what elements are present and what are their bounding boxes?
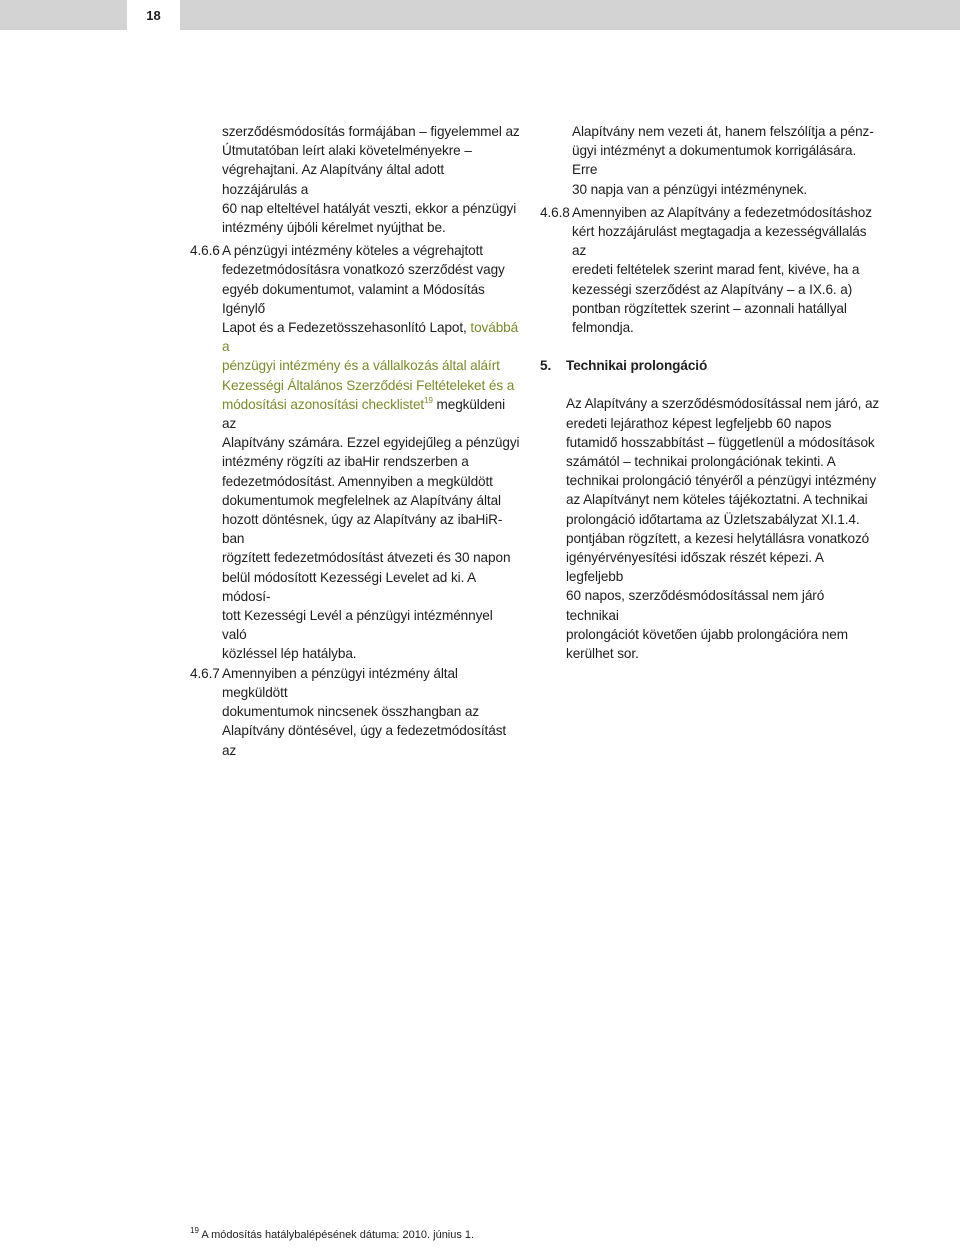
section-4-6-8: [540, 203, 880, 337]
highlighted-line: Kezességi Általános Szerződési Feltételeket és a: [222, 377, 515, 393]
text-line: kért hozzájárulást megtagadja a kezességvállalás az: [572, 224, 867, 259]
text-line: tott Kezességi Levél a pénzügyi intézménnyel való: [222, 608, 493, 643]
text-line: 30 napja van a pénzügyi intézménynek.: [572, 181, 808, 197]
text-line: belül módosított Kezességi Levelet ad ki. A módosí-: [222, 569, 476, 604]
highlighted-line: pénzügyi intézmény és a vállalkozás által aláírt: [222, 358, 500, 374]
text-line: Alapítvány döntésével, úgy a fedezetmódosítást az: [222, 723, 507, 758]
text-line: A pénzügyi intézmény köteles a végrehajtott: [222, 243, 483, 259]
text-line: ügyi intézményt a dokumentumok korrigálására. Erre: [572, 143, 857, 178]
section-number: 5.: [540, 358, 552, 374]
footnote-text: A módosítás hatálybalépésének dátuma: 2010. június 1.: [201, 1229, 475, 1241]
section-4-6-6: [190, 241, 520, 663]
text-line: az Alapítványt nem köteles tájékoztatni. A technikai: [566, 492, 868, 508]
header-bar: [0, 0, 960, 30]
section-5-body: [540, 394, 880, 663]
section-title: Technikai prolongáció: [566, 358, 708, 374]
highlighted-text: továbbá a: [222, 320, 519, 355]
text-line: Amennyiben az Alapítvány a fedezetmódosításhoz: [572, 204, 872, 220]
text-line: rögzített fedezetmódosítást átvezeti és 30 napon: [222, 550, 511, 566]
text-line: [222, 318, 520, 356]
text-line: számától – technikai prolongációnak tekinti. A: [566, 454, 836, 470]
text-line: technikai prolongáció tényéről a pénzügyi intézmény: [566, 473, 877, 489]
text-line: Amennyiben a pénzügyi intézmény által megküldött: [222, 665, 458, 700]
text-line: dokumentumok nincsenek összhangban az: [222, 704, 480, 720]
footnote-mark: 19: [190, 1226, 199, 1235]
section-number: 4.6.7: [190, 665, 220, 681]
highlighted-text: módosítási azonosítási checklistet: [222, 396, 425, 412]
text-line: prolongációt követően újabb prolongációra nem: [566, 626, 848, 642]
text-line: kerülhet sor.: [566, 646, 639, 662]
text-line: [222, 395, 520, 433]
text-line: pontjában rögzített, a kezesi helytállásra vonatkozó: [566, 530, 870, 546]
text-line: futamidő hosszabbítást – függetlenül a módosítások: [566, 434, 875, 450]
text-line: fedezetmódosításra vonatkozó szerződést vagy: [222, 262, 505, 278]
text-line: felmondja.: [572, 320, 634, 336]
continuation-paragraph-right: [540, 122, 880, 199]
text-line: Az Alapítvány a szerződésmódosítással nem járó, az: [566, 396, 880, 412]
text-line: hozott döntésnek, úgy az Alapítvány az ibaHiR-ban: [222, 512, 503, 547]
section-4-6-7: [190, 664, 520, 760]
text-line: Alapítvány számára. Ezzel egyidejűleg a pénzügyi: [222, 435, 520, 451]
section-5-heading: [540, 356, 880, 375]
text-segment: Lapot és a Fedezetösszehasonlító Lapot,: [222, 320, 471, 336]
text-line: eredeti lejárathoz képest legfeljebb 60 napos: [566, 415, 832, 431]
section-number: 4.6.6: [190, 243, 220, 259]
text-line: egyéb dokumentumot, valamint a Módosítás Igénylő: [222, 281, 485, 316]
footnote-reference[interactable]: 19: [424, 395, 433, 405]
text-line: Alapítvány nem vezeti át, hanem felszólítja a pénz-: [572, 124, 874, 139]
text-line: pontban rögzítettek szerint – azonnali hatállyal: [572, 300, 847, 316]
text-line: eredeti feltételek szerint marad fent, kivéve, ha a: [572, 262, 860, 278]
text-line: igényérvényesítési időszak részét képezi. A legfeljebb: [566, 550, 824, 585]
text-line: végrehajtani. Az Alapítvány által adott hozzájárulás a: [222, 162, 445, 197]
section-number: 4.6.8: [540, 204, 570, 220]
text-line: dokumentumok megfelelnek az Alapítvány által: [222, 492, 501, 508]
text-line: prolongáció időtartama az Üzletszabályzat XI.1.4.: [566, 511, 860, 527]
footnote: [190, 1228, 474, 1242]
left-column: [190, 122, 520, 760]
text-line: kezességi szerződést az Alapítvány – a IX.6. a): [572, 281, 853, 297]
page-number: 18: [127, 0, 180, 30]
text-line: 60 nap elteltével hatályát veszti, ekkor a pénzügyi: [222, 200, 517, 216]
text-line: Útmutatóban leírt alaki követelményekre –: [222, 143, 472, 159]
text-line: szerződésmódosítás formájában – figyelemmel az: [222, 124, 520, 139]
text-line: intézmény rögzíti az ibaHir rendszerben a: [222, 454, 469, 470]
text-line: közléssel lép hatályba.: [222, 646, 357, 662]
text-segment: megküldeni az: [222, 396, 506, 432]
right-column: [540, 122, 880, 663]
continuation-paragraph-left: [190, 122, 520, 237]
text-line: fedezetmódosítást. Amennyiben a megküldött: [222, 473, 493, 489]
text-line: 60 napos, szerződésmódosítással nem járó technikai: [566, 588, 825, 623]
text-line: intézmény újbóli kérelmet nyújthat be.: [222, 220, 446, 236]
